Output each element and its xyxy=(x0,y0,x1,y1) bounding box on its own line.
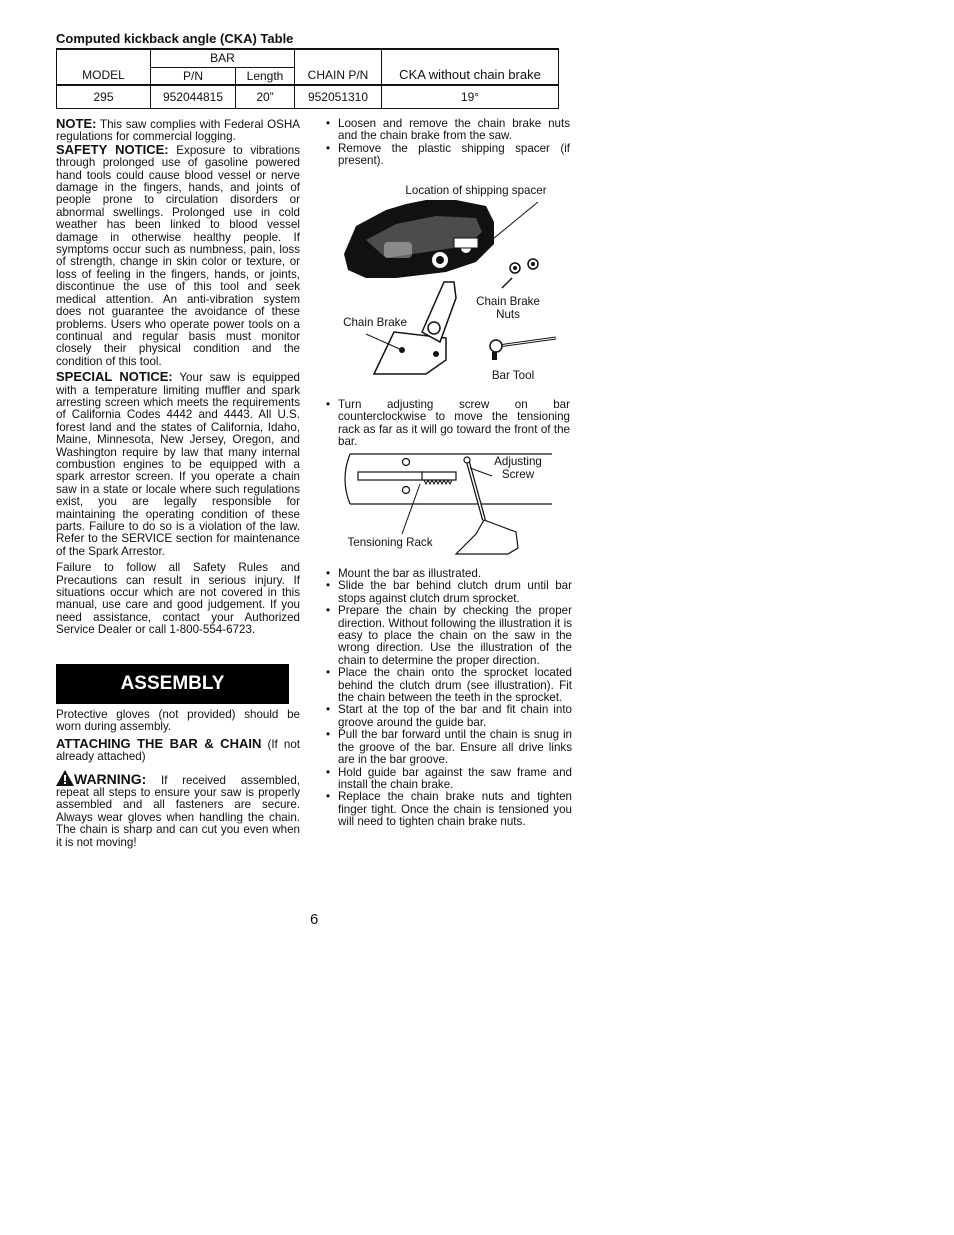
bar-hole xyxy=(403,487,410,494)
label-chain-brake: Chain Brake xyxy=(343,316,407,329)
note-label: NOTE: xyxy=(56,116,97,131)
safety-label: SAFETY NOTICE: xyxy=(56,141,169,157)
assembly-heading: ASSEMBLY xyxy=(56,664,289,704)
bar-slot xyxy=(358,472,424,480)
label-adjusting-screw: Adjusting Screw xyxy=(494,455,542,481)
page-number: 6 xyxy=(310,911,319,928)
cell-length: 20” xyxy=(236,85,295,108)
label-chain-brake-nuts: Chain Brake Nuts xyxy=(476,295,540,321)
screwdriver-icon xyxy=(464,457,484,520)
header-chain-pn: CHAIN P/N xyxy=(295,49,382,85)
list-item: • Replace the chain brake nuts and tighten finger tight. Once the chain is tensioned you will need to tighten chain brake nuts. xyxy=(326,791,572,828)
safety-paragraph xyxy=(56,141,300,368)
header-model: MODEL xyxy=(57,49,151,85)
cell-cka: 19° xyxy=(382,85,559,108)
special-label: SPECIAL NOTICE: xyxy=(56,369,173,385)
list-item: • Start at the top of the bar and fit chain into groove around the guide bar. xyxy=(326,704,572,729)
chain-brake-figure xyxy=(326,182,576,387)
attach-note: (If not already attached) xyxy=(56,737,300,764)
tensioning-rack-drawing xyxy=(422,472,456,484)
label-tensioning-rack: Tensioning Rack xyxy=(347,536,433,549)
bar-tool-icon xyxy=(490,338,556,360)
right-bullets-top xyxy=(326,118,570,168)
cell-chain-pn: 952051310 xyxy=(295,85,382,108)
nuts-arrow xyxy=(502,278,512,288)
header-bar-length: Length xyxy=(236,67,295,85)
right-bullets-mid xyxy=(326,399,570,449)
table-row xyxy=(57,85,559,108)
list-item: • Place the chain onto the sprocket located behind the clutch drum (see illustration). Fit the chain between the teeth in the sprocket. xyxy=(326,667,572,704)
saw-body-drawing xyxy=(344,200,494,278)
header-bar-pn: P/N xyxy=(151,67,236,85)
attach-label: ATTACHING THE BAR & CHAIN xyxy=(56,735,262,751)
left-column-upper xyxy=(56,118,300,637)
cka-table xyxy=(56,48,559,109)
note-paragraph xyxy=(56,118,300,144)
left-column-lower xyxy=(56,709,300,849)
header-bar: BAR xyxy=(151,49,295,67)
bar-hole xyxy=(403,459,410,466)
safety-text: Exposure to vibrations through prolonged use of gasoline powered hand tools could cause blood vessel or nerve damage in the fingers, hands, and joints of people prone to circulation disorders or abnormal swellings. Prolonged use in cold weather has been linked to blood vessel damage in otherwise healthy people. If symptoms occur such as numbness, pain, loss of strength, change in skin color or texture, or loss of feeling in the fingers, hands, or joints, discontinue the use of this tool and seek medical attention. An anti-vibration system does not guarantee the avoidance of these problems. Users who operate power tools on a continual and regular basis must monitor closely their physical condition and the condition of this tool. xyxy=(56,143,300,368)
cell-model: 295 xyxy=(57,85,151,108)
warning-icon xyxy=(56,770,74,786)
label-shipping-spacer: Location of shipping spacer xyxy=(405,184,547,197)
list-item: • Remove the plastic shipping spacer (if present). xyxy=(326,143,570,168)
label-bar-tool: Bar Tool xyxy=(491,369,535,382)
list-item: • Turn adjusting screw on bar counterclockwise to move the tensioning rack as far as it will go toward the front of the bar. xyxy=(326,399,570,449)
list-item: • Hold guide bar against the saw frame and install the chain brake. xyxy=(326,767,572,792)
gloves-paragraph: Protective gloves (not provided) should be worn during assembly. xyxy=(56,708,300,734)
note-text: This saw complies with Federal OSHA regulations for commercial logging. xyxy=(56,118,300,144)
attach-paragraph xyxy=(56,735,300,764)
table-title: Computed kickback angle (CKA) Table xyxy=(56,31,294,46)
cell-bar-pn: 952044815 xyxy=(151,85,236,108)
list-item: • Mount the bar as illustrated. xyxy=(326,568,572,580)
warning-paragraph xyxy=(56,770,300,849)
special-text: Your saw is equipped with a temperature limiting muffler and spark arresting screen which meets the requirements of California Codes 4442 and 4443. All U.S. forest land and the states of California, Idaho, Maine, Minnesota, New Jersey, Oregon, and Washington require by law that many internal combustion engines to be equipped with a spark arrestor screen. If you operate a chain saw in a state or locale where such regulations exist, you are legally responsible for maintaining the operating condition of these parts. Failure to do so is a violation of the law. Refer to the SERVICE section for maintenance of the Spark Arrestor. xyxy=(56,371,300,558)
failure-paragraph: Failure to follow all Safety Rules and Precautions can result in serious injury. If situations occur which are not covered in this manual, use care and good judgement. If you need assistance, contact your Authorized Service Dealer or call 1-800-554-6723. xyxy=(56,561,300,637)
right-bullets-bottom xyxy=(326,568,572,829)
special-paragraph xyxy=(56,371,300,558)
list-item: • Slide the bar behind clutch drum until bar stops against clutch drum sprocket. xyxy=(326,580,572,605)
list-item: • Prepare the chain by checking the proper direction. Without following the illustration it is easy to place the chain on the saw in the wrong direction. Use the illustration of the chain to determine the proper direction. xyxy=(326,605,572,667)
header-cka: CKA without chain brake xyxy=(382,49,559,85)
hand-drawing xyxy=(456,520,518,554)
warning-label: WARNING: xyxy=(74,770,147,787)
nut-icon xyxy=(510,259,538,273)
warning-text: If received assembled, repeat all steps to ensure your saw is properly assembled and all fasteners are secure. Always wear gloves when handling the chain. The chain is sharp and can cut you even when it is not moving! xyxy=(56,773,300,849)
list-item: • Pull the bar forward until the chain is snug in the groove of the bar. Ensure all drive links are in the bar groove. xyxy=(326,729,572,766)
list-item: • Loosen and remove the chain brake nuts and the chain brake from the saw. xyxy=(326,118,570,143)
